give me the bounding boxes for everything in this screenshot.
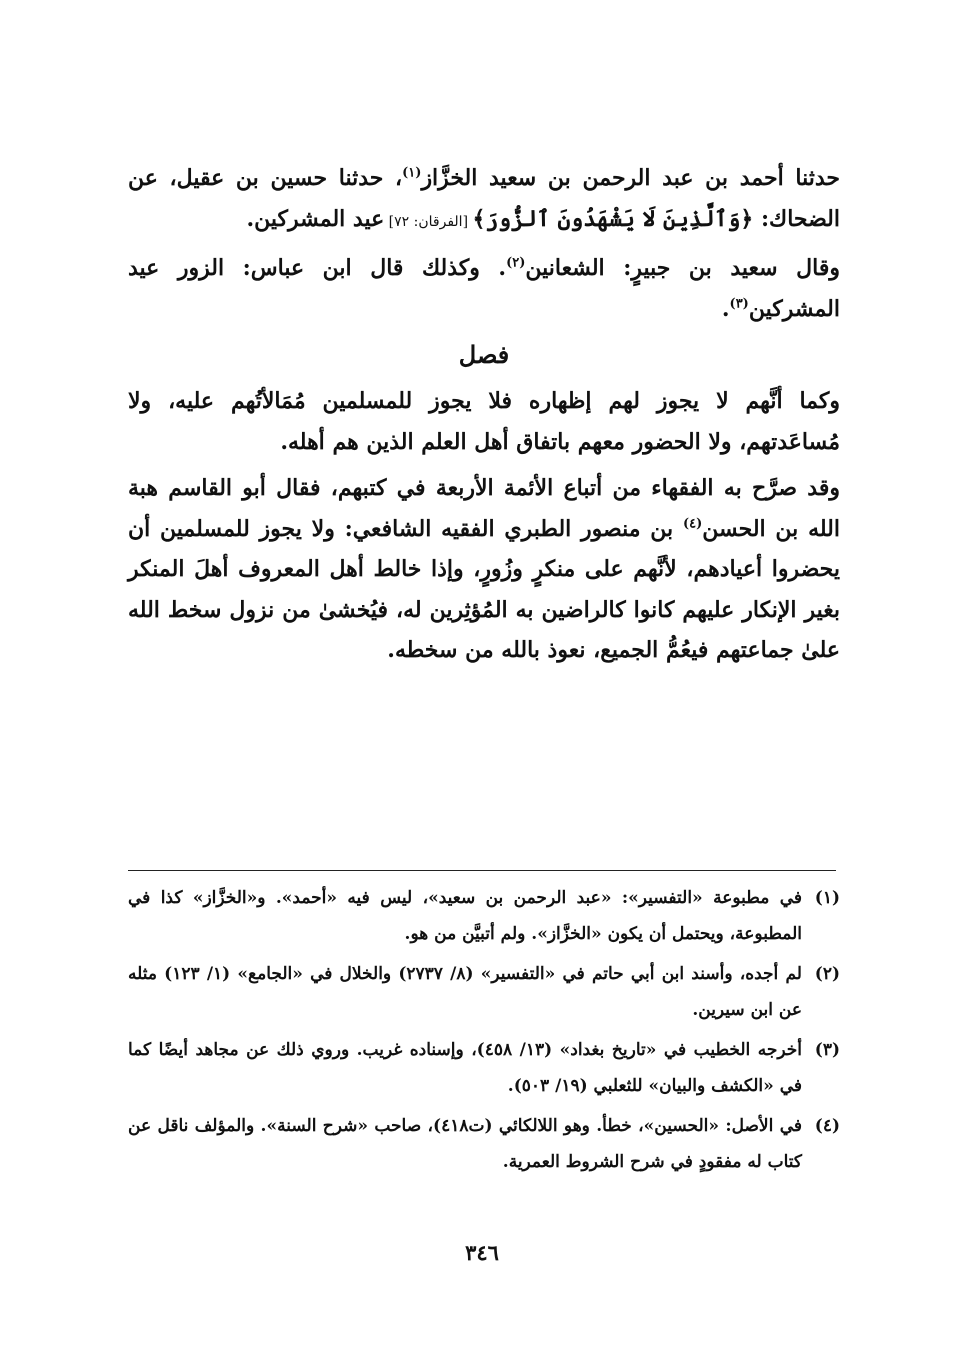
para4-text-1: وقد صرَّح به الفقهاء من أتباع الأئمة الأربعة في كتبهم، فقال أبو القاسم هبة الله بن الحسن	[128, 475, 840, 542]
paragraph-3: وكما أنَّهم لا يجوز لهم إظهاره فلا يجوز للمسلمين مُمَالأتُهم عليه، ولا مُساعَدتهم، ولا الحضور معهم باتفاق أهل العلم الذين هم أهله.	[128, 388, 840, 455]
footnote-4	[128, 1108, 840, 1180]
quran-verse: ﴿وَٱلَّذِينَ لَا يَشْهَدُونَ ٱلزُّورَ﴾	[472, 205, 754, 232]
paragraph-2	[128, 248, 840, 329]
footnote-ref-2[interactable]: (٢)	[506, 255, 526, 271]
footnote-3	[128, 1032, 840, 1104]
verse-citation: [الفرقان: ٧٢]	[384, 213, 473, 230]
footnote-number: (٣)	[814, 1040, 840, 1060]
para2-text-3: .	[721, 295, 730, 322]
para1-text-2: ، حدثنا حسين بن عقيل، عن الضحاك:	[128, 165, 840, 232]
footnote-ref-3[interactable]: (٣)	[729, 296, 749, 312]
footnote-number: (٢)	[814, 964, 840, 984]
footnote-ref-1[interactable]: (١)	[402, 165, 422, 181]
footnote-separator	[128, 870, 836, 871]
footnote-ref-4[interactable]: (٤)	[682, 516, 703, 532]
main-text	[128, 158, 840, 671]
footnote-number: (٤)	[814, 1116, 840, 1136]
footnote-text: أخرجه الخطيب في «تاريخ بغداد» (١٣/ ٤٥٨)، وإسناده غريب. وروي ذلك عن مجاهد أيضًا كما في «الكشف والبيان» للثعلبي (١٩/ ٥٠٣).	[128, 1040, 802, 1096]
paragraph-1	[128, 158, 840, 242]
footnote-text: في مطبوعة «التفسير»: «عبد الرحمن بن سعيد»، ليس فيه «أحمد». و«الخزَّاز» كذا في المطبوعة، ويحتمل أن يكون «الخزَّاز». ولم أتبيَّن من هو.	[128, 888, 802, 944]
page-number: ٣٤٦	[465, 1240, 499, 1265]
footnote-text: لم أجده، وأسند ابن أبي حاتم في «التفسير» (٨/ ٢٧٣٧) والخلال في «الجامع» (١/ ١٢٣) مثله عن ابن سيرين.	[128, 964, 802, 1020]
section-heading: فصل	[458, 340, 510, 369]
footnotes	[128, 880, 840, 1184]
para2-text-1: وقال سعيد بن جبيرٍ: الشعانين	[525, 255, 840, 281]
para4-text-2: بن منصور الطبري الفقيه الشافعي: ولا يجوز للمسلمين أن يحضروا أعيادهم، لأنَّهم على منكرٍ وزُورٍ، وإذا خالط أهل المعروف أهلَ المنكر بغير الإنكار عليهم كانوا كالراضين به المُؤثِرين له، فيُخشىٰ من نزول سخط الله علىٰ جماعتهم فيعُمُّ الجميع، نعوذ بالله من سخطه.	[128, 515, 840, 663]
para1-text-1: حدثنا أحمد بن عبد الرحمن بن سعيد الخزَّاز	[421, 165, 840, 191]
paragraph-4	[128, 468, 840, 671]
footnote-text: في الأصل: «الحسين»، خطأ. وهو اللالكائي (ت٤١٨)، صاحب «شرح السنة». والمؤلف ناقل عن كتاب له مفقودٍ في شرح الشروط العمرية.	[128, 1116, 802, 1172]
footnote-1	[128, 880, 840, 952]
para2-text-2: . وكذلك قال ابن عباس: الزور عيد المشركين	[128, 255, 840, 322]
footnote-number: (١)	[814, 888, 840, 908]
para1-text-3: عيد المشركين.	[246, 205, 385, 232]
footnote-2	[128, 956, 840, 1028]
